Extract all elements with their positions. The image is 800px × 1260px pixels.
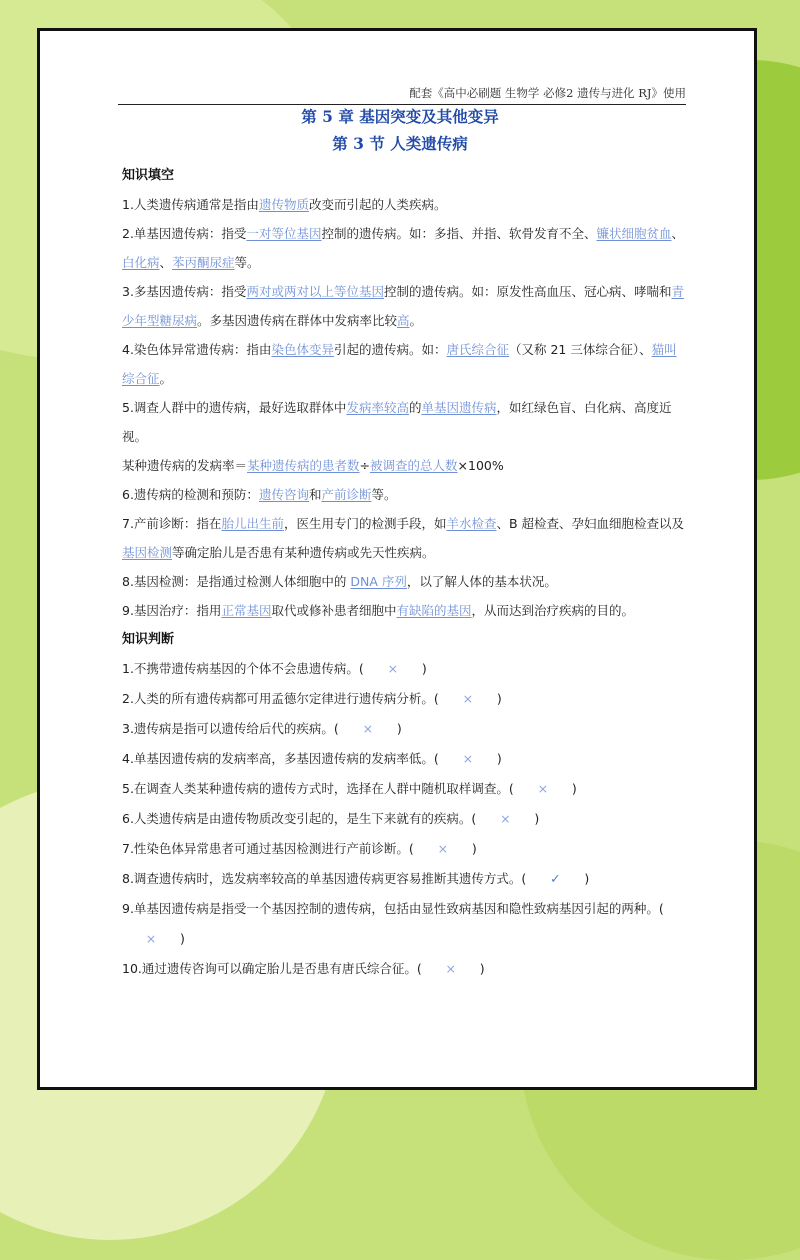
item-text: 某种遗传病的发病率＝: [122, 458, 248, 473]
answer-blank: 染色体变异: [271, 342, 334, 357]
item-text: 等确定胎儿是否患有某种遗传病或先天性疾病。: [172, 545, 435, 560]
answer-blank: 青少年型糖尿病: [122, 284, 684, 328]
header-note: 配套《高中必刷题 生物学 必修2 遗传与进化 RJ》使用: [118, 85, 686, 105]
judge-statement: 4.单基因遗传病的发病率高，多基因遗传病的发病率低。(: [122, 751, 439, 766]
judge-item: [122, 864, 688, 894]
cross-mark-icon: ×: [500, 811, 511, 826]
cross-mark-icon: ×: [437, 841, 449, 856]
item-text: （又称 21 三体综合征）、: [508, 342, 652, 357]
item-text: ×100%: [457, 458, 504, 473]
item-text: 1.人类遗传病通常是指由: [122, 197, 259, 212]
cross-mark-icon: ×: [445, 961, 456, 976]
answer-blank: 遗传物质: [258, 197, 309, 212]
cross-mark-icon: ×: [362, 721, 374, 736]
answer-blank: 镰状细胞贫血: [596, 226, 672, 241]
item-text: 。: [159, 371, 173, 386]
fill-item: [122, 393, 688, 451]
item-text: 7.产前诊断：指在: [122, 516, 222, 531]
answer-blank: 白化病: [122, 255, 160, 270]
item-text: ，如红绿色盲、白化病、高度近视。: [122, 400, 672, 444]
fill-item: [122, 567, 688, 596]
judge-item: [122, 774, 688, 804]
judge-statement: 7.性染色体异常患者可通过基因检测进行产前诊断。(: [122, 841, 414, 856]
judge-item: [122, 804, 688, 834]
fill-item: [122, 451, 688, 480]
item-text: 控制的遗传病。如：原发性高血压、冠心病、哮喘和: [383, 284, 672, 299]
fill-list: [122, 190, 688, 625]
item-text: 。: [409, 313, 423, 328]
answer-blank: DNA 序列: [350, 574, 407, 589]
item-text: 3.多基因遗传病：指受: [122, 284, 247, 299]
answer-blank: 猫叫综合征: [122, 342, 677, 386]
answer-blank: 某种遗传病的患者数: [247, 458, 360, 473]
document-page: [37, 28, 757, 1090]
cross-mark-icon: ×: [462, 751, 474, 766]
judge-statement: 2.人类的所有遗传病都可用孟德尔定律进行遗传病分析。(: [122, 691, 439, 706]
item-text: ，医生用专门的检测手段，如: [283, 516, 447, 531]
item-text: 改变而引起的人类疾病。: [308, 197, 447, 212]
judge-item: [122, 684, 688, 714]
judge-statement: 5.在调查人类某种遗传病的遗传方式时，选择在人群中随机取样调查。(: [122, 781, 514, 796]
fill-item: [122, 335, 688, 393]
answer-blank: 有缺陷的基因: [396, 603, 472, 618]
answer-blank: 产前诊断: [321, 487, 372, 502]
judge-statement: 3.遗传病是指可以遗传给后代的疾病。(: [122, 721, 339, 736]
section-title: 第 3 节 人类遗传病: [332, 134, 468, 153]
answer-blank: 羊水检查: [446, 516, 497, 531]
item-text: 和: [308, 487, 322, 502]
item-text: 等。: [371, 487, 397, 502]
item-text: 、B 超检查、孕妇血细胞检查以及: [496, 516, 685, 531]
judge-list: [122, 654, 688, 984]
close-paren: ): [584, 871, 590, 886]
judge-statement: 8.调查遗传病时，选发病率较高的单基因遗传病更容易推断其遗传方式。(: [122, 871, 527, 886]
item-text: 。多基因遗传病在群体中发病率比较: [197, 313, 398, 328]
item-text: ，以了解人体的基本状况。: [406, 574, 557, 589]
close-paren: ): [471, 841, 477, 856]
judge-item: [122, 954, 688, 984]
judge-statement: 1.不携带遗传病基因的个体不会患遗传病。(: [122, 661, 364, 676]
fill-item: [122, 509, 688, 567]
item-text: 2.单基因遗传病：指受: [122, 226, 247, 241]
answer-blank: 两对或两对以上等位基因: [246, 284, 384, 299]
cross-mark-icon: ×: [462, 691, 474, 706]
close-paren: ): [534, 811, 540, 826]
answer-blank: 高: [397, 313, 410, 328]
judge-item: [122, 894, 688, 954]
item-text: 9.基因治疗：指用: [122, 603, 222, 618]
item-text: ，从而达到治疗疾病的目的。: [471, 603, 634, 618]
fill-item: [122, 277, 688, 335]
answer-blank: 基因检测: [122, 545, 173, 560]
close-paren: ): [571, 781, 577, 796]
answer-blank: 发病率较高: [346, 400, 409, 415]
judge-item: [122, 834, 688, 864]
item-text: 取代或修补患者细胞中: [271, 603, 397, 618]
fill-item: [122, 219, 688, 277]
answer-blank: 单基因遗传病: [421, 400, 497, 415]
item-text: 5.调查人群中的遗传病，最好选取群体中: [122, 400, 347, 415]
item-text: 、: [671, 226, 684, 241]
fill-item: [122, 596, 688, 625]
fill-section-heading: 知识填空: [122, 168, 175, 183]
item-text: 4.染色体异常遗传病：指由: [122, 342, 272, 357]
answer-blank: 唐氏综合征: [446, 342, 509, 357]
close-paren: ): [421, 661, 427, 676]
item-text: 、: [159, 255, 173, 270]
close-paren: ): [496, 751, 502, 766]
answer-blank: 苯丙酮尿症: [172, 255, 235, 270]
cross-mark-icon: ×: [537, 781, 549, 796]
answer-blank: 被调查的总人数: [370, 458, 458, 473]
item-text: 控制的遗传病。如：多指、并指、软骨发育不全、: [321, 226, 597, 241]
close-paren: ): [180, 931, 185, 946]
item-text: ÷: [359, 458, 371, 473]
judge-statement: 10.通过遗传咨询可以确定胎儿是否患有唐氏综合征。(: [122, 961, 422, 976]
item-text: 6.遗传病的检测和预防：: [122, 487, 259, 502]
close-paren: ): [479, 961, 485, 976]
content-area: [122, 161, 688, 984]
item-text: 的: [408, 400, 422, 415]
cross-mark-icon: ×: [145, 931, 157, 946]
cross-mark-icon: ×: [387, 661, 399, 676]
answer-blank: 遗传咨询: [258, 487, 309, 502]
judge-item: [122, 654, 688, 684]
check-mark-icon: ✓: [550, 871, 561, 886]
judge-item: [122, 744, 688, 774]
fill-item: [122, 480, 688, 509]
judge-section-heading: 知识判断: [122, 632, 175, 647]
answer-blank: 一对等位基因: [246, 226, 322, 241]
answer-blank: 胎儿出生前: [221, 516, 284, 531]
answer-blank: 正常基因: [221, 603, 272, 618]
judge-item: [122, 714, 688, 744]
judge-statement: 6.人类遗传病是由遗传物质改变引起的，是生下来就有的疾病。(: [122, 811, 477, 826]
item-text: 8.基因检测：是指通过检测人体细胞中的: [122, 574, 351, 589]
item-text: 引起的遗传病。如：: [333, 342, 447, 357]
judge-statement: 9.单基因遗传病是指受一个基因控制的遗传病，包括由显性致病基因和隐性致病基因引起的两种。(: [122, 901, 664, 916]
fill-item: [122, 190, 688, 219]
chapter-title: 第 5 章 基因突变及其他变异: [301, 107, 499, 126]
item-text: 等。: [234, 255, 260, 270]
close-paren: ): [496, 691, 502, 706]
close-paren: ): [396, 721, 402, 736]
